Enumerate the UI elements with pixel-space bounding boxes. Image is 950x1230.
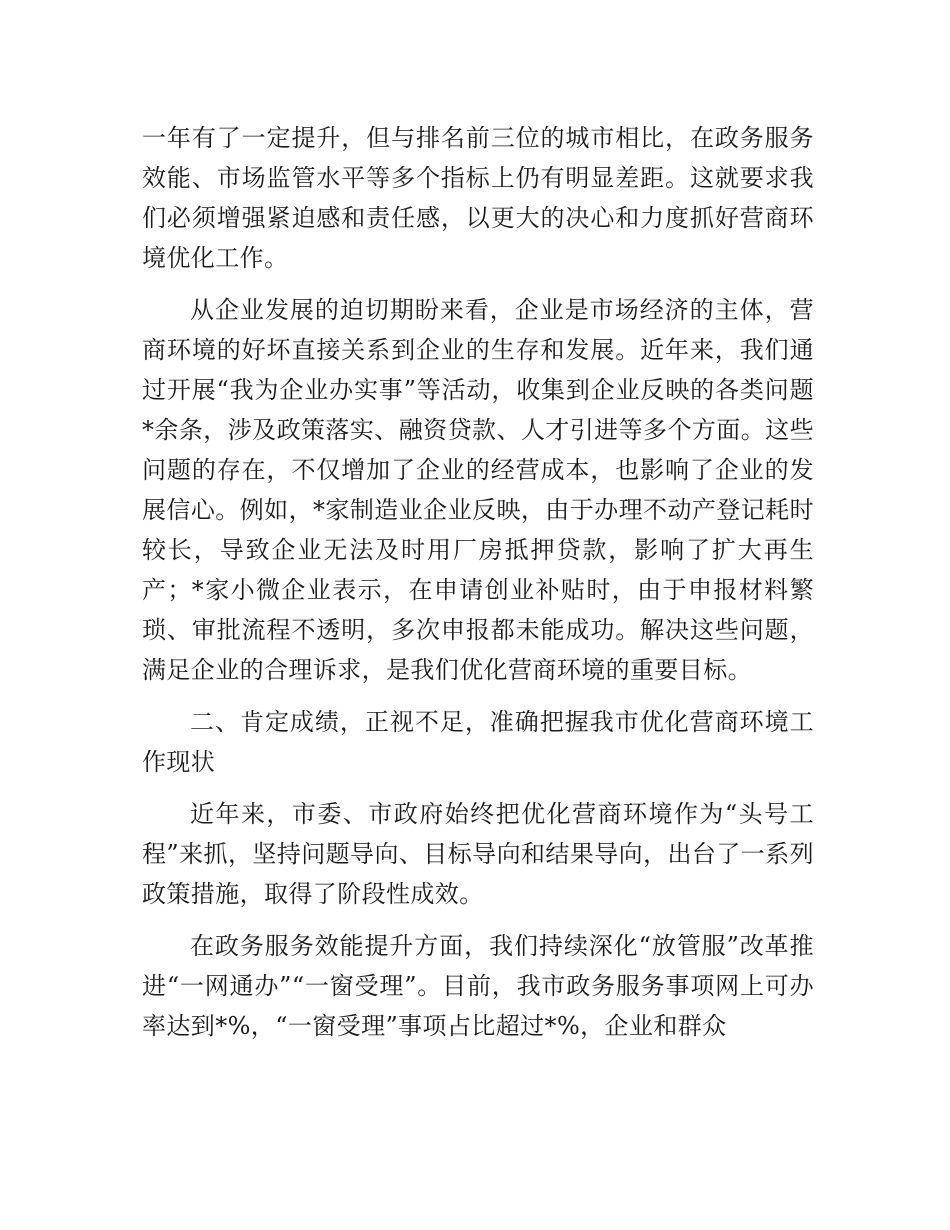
- paragraph-achievements-intro: 近年来，市委、市政府始终把优化营商环境作为“头号工程”来抓，坚持问题导向、目标导向和结果导向，出台了一系列政策措施，取得了阶段性成效。: [142, 800, 814, 908]
- paragraph-government-services: 在政务服务效能提升方面，我们持续深化“放管服”改革推进“一网通办”“一窗受理”。目前，我市政务服务事项网上可办率达到*%，“一窗受理”事项占比超过*%，企业和群众: [142, 932, 814, 1040]
- document-page: [142, 118, 814, 1058]
- paragraph-enterprise-needs: 从企业发展的迫切期盼来看，企业是市场经济的主体，营商环境的好坏直接关系到企业的生存和发展。近年来，我们通过开展“我为企业办实事”等活动，收集到企业反映的各类问题*余条，涉及政策落实、融资贷款、人才引进等多个方面。这些问题的存在，不仅增加了企业的经营成本，也影响了企业的发展信心。例如，*家制造业企业反映，由于办理不动产登记耗时较长，导致企业无法及时用厂房抵押贷款，影响了扩大再生产；*家小微企业表示，在申请创业补贴时，由于申报材料繁琐、审批流程不透明，多次申报都未能成功。解决这些问题，满足企业的合理诉求，是我们优化营商环境的重要目标。: [142, 296, 814, 684]
- section-heading-two: 二、肯定成绩，正视不足，准确把握我市优化营商环境工作现状: [142, 708, 814, 776]
- paragraph-continuation: 一年有了一定提升，但与排名前三位的城市相比，在政务服务效能、市场监管水平等多个指标上仍有明显差距。这就要求我们必须增强紧迫感和责任感，以更大的决心和力度抓好营商环境优化工作。: [142, 124, 814, 272]
